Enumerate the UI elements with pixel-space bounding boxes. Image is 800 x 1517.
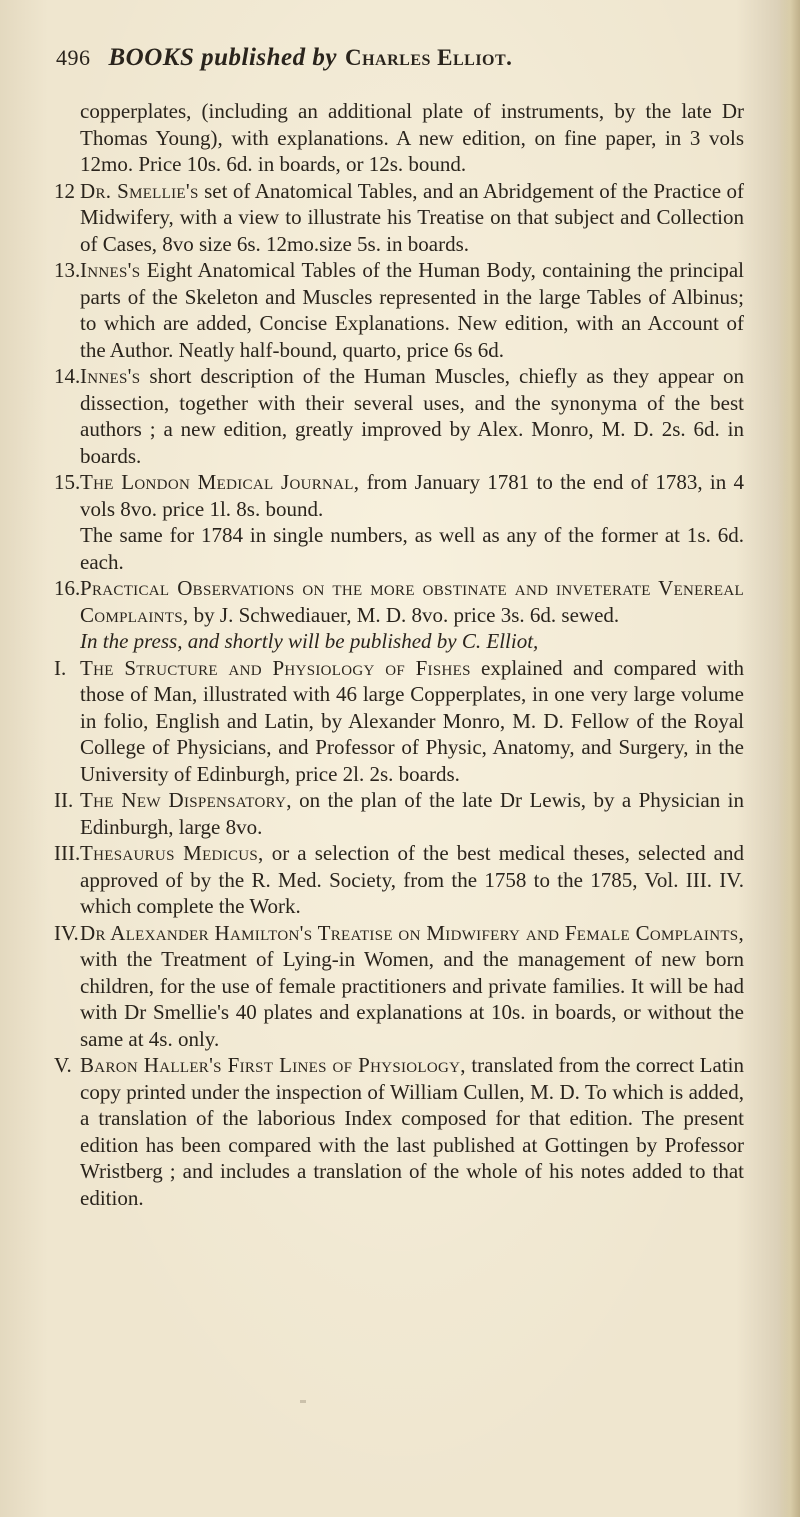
entry-note: The same for 1784 in single numbers, as well as any of the former at 1s. 6d. each. [80, 523, 744, 574]
entry-continuation: copperplates, (including an additional plate of instruments, by the late Dr Thomas Young), with explanations. A new edition, on fine paper, in 3 vols 12mo. Price 10s. 6d. in boards, or 12s. bound. [80, 99, 744, 176]
entry-text: from January 1781 to the end of 1783, in 4 vols 8vo. price 1l. 8s. bound. [80, 470, 744, 521]
entry-text: with the Treatment of Lying-in Women, and the management of new born children, for the use of female practitioners and private families. It will be had with Dr Smellie's 40 plates and explanations at 10s. in boards, or without the same at 4s. only. [80, 947, 744, 1051]
press-entry [54, 920, 744, 1053]
press-entry [54, 655, 744, 788]
ink-speck [300, 1400, 306, 1403]
in-press-heading: In the press, and shortly will be published by C. Elliot, [80, 629, 539, 653]
entry-author: Innes's [80, 258, 141, 282]
entry-text: set of Anatomical Tables, and an Abridgement of the Practice of Midwifery, with a view to illustrate his Treatise on that subject and Collection of Cases, 8vo size 6s. 12mo.size 5s. in boards. [80, 178, 745, 256]
entry-number: IV. [54, 920, 79, 945]
entry-number: V. [54, 1053, 72, 1077]
press-entry [54, 787, 744, 840]
press-entry [54, 840, 744, 920]
catalogue-entry [54, 469, 744, 522]
entry-text: Eight Anatomical Tables of the Human Body, containing the principal parts of the Skeleton and Muscles represented in the large Tables of Albinus; to which are added, Concise Explanations. New edition, with an Account of the Author. Neatly half-bound, quarto, price 6s 6d. [80, 258, 744, 362]
entry-number: 12 [54, 178, 75, 203]
entry-number: 15. [54, 470, 81, 494]
entry-text: or a selection of the best medical theses, selected and approved of by the R. Med. Society, from the 1758 to the 1785, Vol. III. IV. which complete the Work. [80, 841, 744, 918]
catalogue-entry [54, 257, 744, 363]
entry-text: explained and compared with those of Man, illustrated with 46 large Copperplates, in one very large volume in folio, English and Latin, by Alexander Monro, M. D. Fellow of the Royal College of Physicians, and Professor of Physic, Anatomy, and Surgery, in the University of Edinburgh, price 2l. 2s. boards. [80, 655, 745, 786]
entry-author: Innes's [80, 364, 141, 388]
entry-text: on the plan of the late Dr Lewis, by a Physician in Edinburgh, large 8vo. [80, 788, 744, 839]
entry-number: 14. [54, 364, 81, 388]
press-entry [54, 1052, 744, 1211]
running-title: BOOKS published by [108, 44, 337, 71]
running-header [56, 44, 746, 88]
entry-number: 13. [54, 258, 81, 282]
entry-author: The Structure and Physiology of Fishes [80, 655, 471, 680]
entry-number: II. [54, 788, 74, 812]
entry-text: translated from the correct Latin copy printed under the inspection of William Cullen, M. D. To which is added, a translation of the laborious Index composed for that edition. The present edition has been compared with the last published at Gottingen by Professor Wristberg ; and includes a translation of the whole of his notes added to that edition. [80, 1053, 744, 1210]
entry-author: Baron Haller's First Lines of Physiology, [80, 1053, 466, 1077]
catalogue-entry [54, 363, 744, 469]
catalogue-entry [54, 575, 744, 628]
entry-author: Practical Observations on the more obstinate and inveterate Venereal Complaints, [80, 576, 744, 627]
catalogue-body [54, 98, 744, 1211]
entry-text: by J. Schwediauer, M. D. 8vo. price 3s. 6d. sewed. [188, 602, 620, 627]
entry-author: The New Dispensatory, [80, 788, 292, 812]
entry-author: The London Medical Journal, [80, 470, 360, 494]
entry-number: III. [54, 841, 81, 865]
page-edge-shadow [778, 0, 800, 1517]
entry-author: Dr Alexander Hamilton's Treatise on Midwifery and Female Complaints, [80, 920, 744, 945]
page-number: 496 [56, 45, 91, 70]
entry-text: short description of the Human Muscles, chiefly as they appear on dissection, together with their several uses, and the synonyma of the best authors ; a new edition, greatly improved by Alex. Monro, M. D. 2s. 6d. in boards. [80, 364, 744, 468]
catalogue-entry [54, 178, 744, 258]
entry-number: I. [54, 655, 67, 680]
entry-author: Dr. Smellie's [80, 178, 199, 203]
entry-author: Thesaurus Medicus, [80, 841, 264, 865]
entry-number: 16. [54, 576, 81, 600]
publisher-name: Charles Elliot. [344, 45, 513, 70]
